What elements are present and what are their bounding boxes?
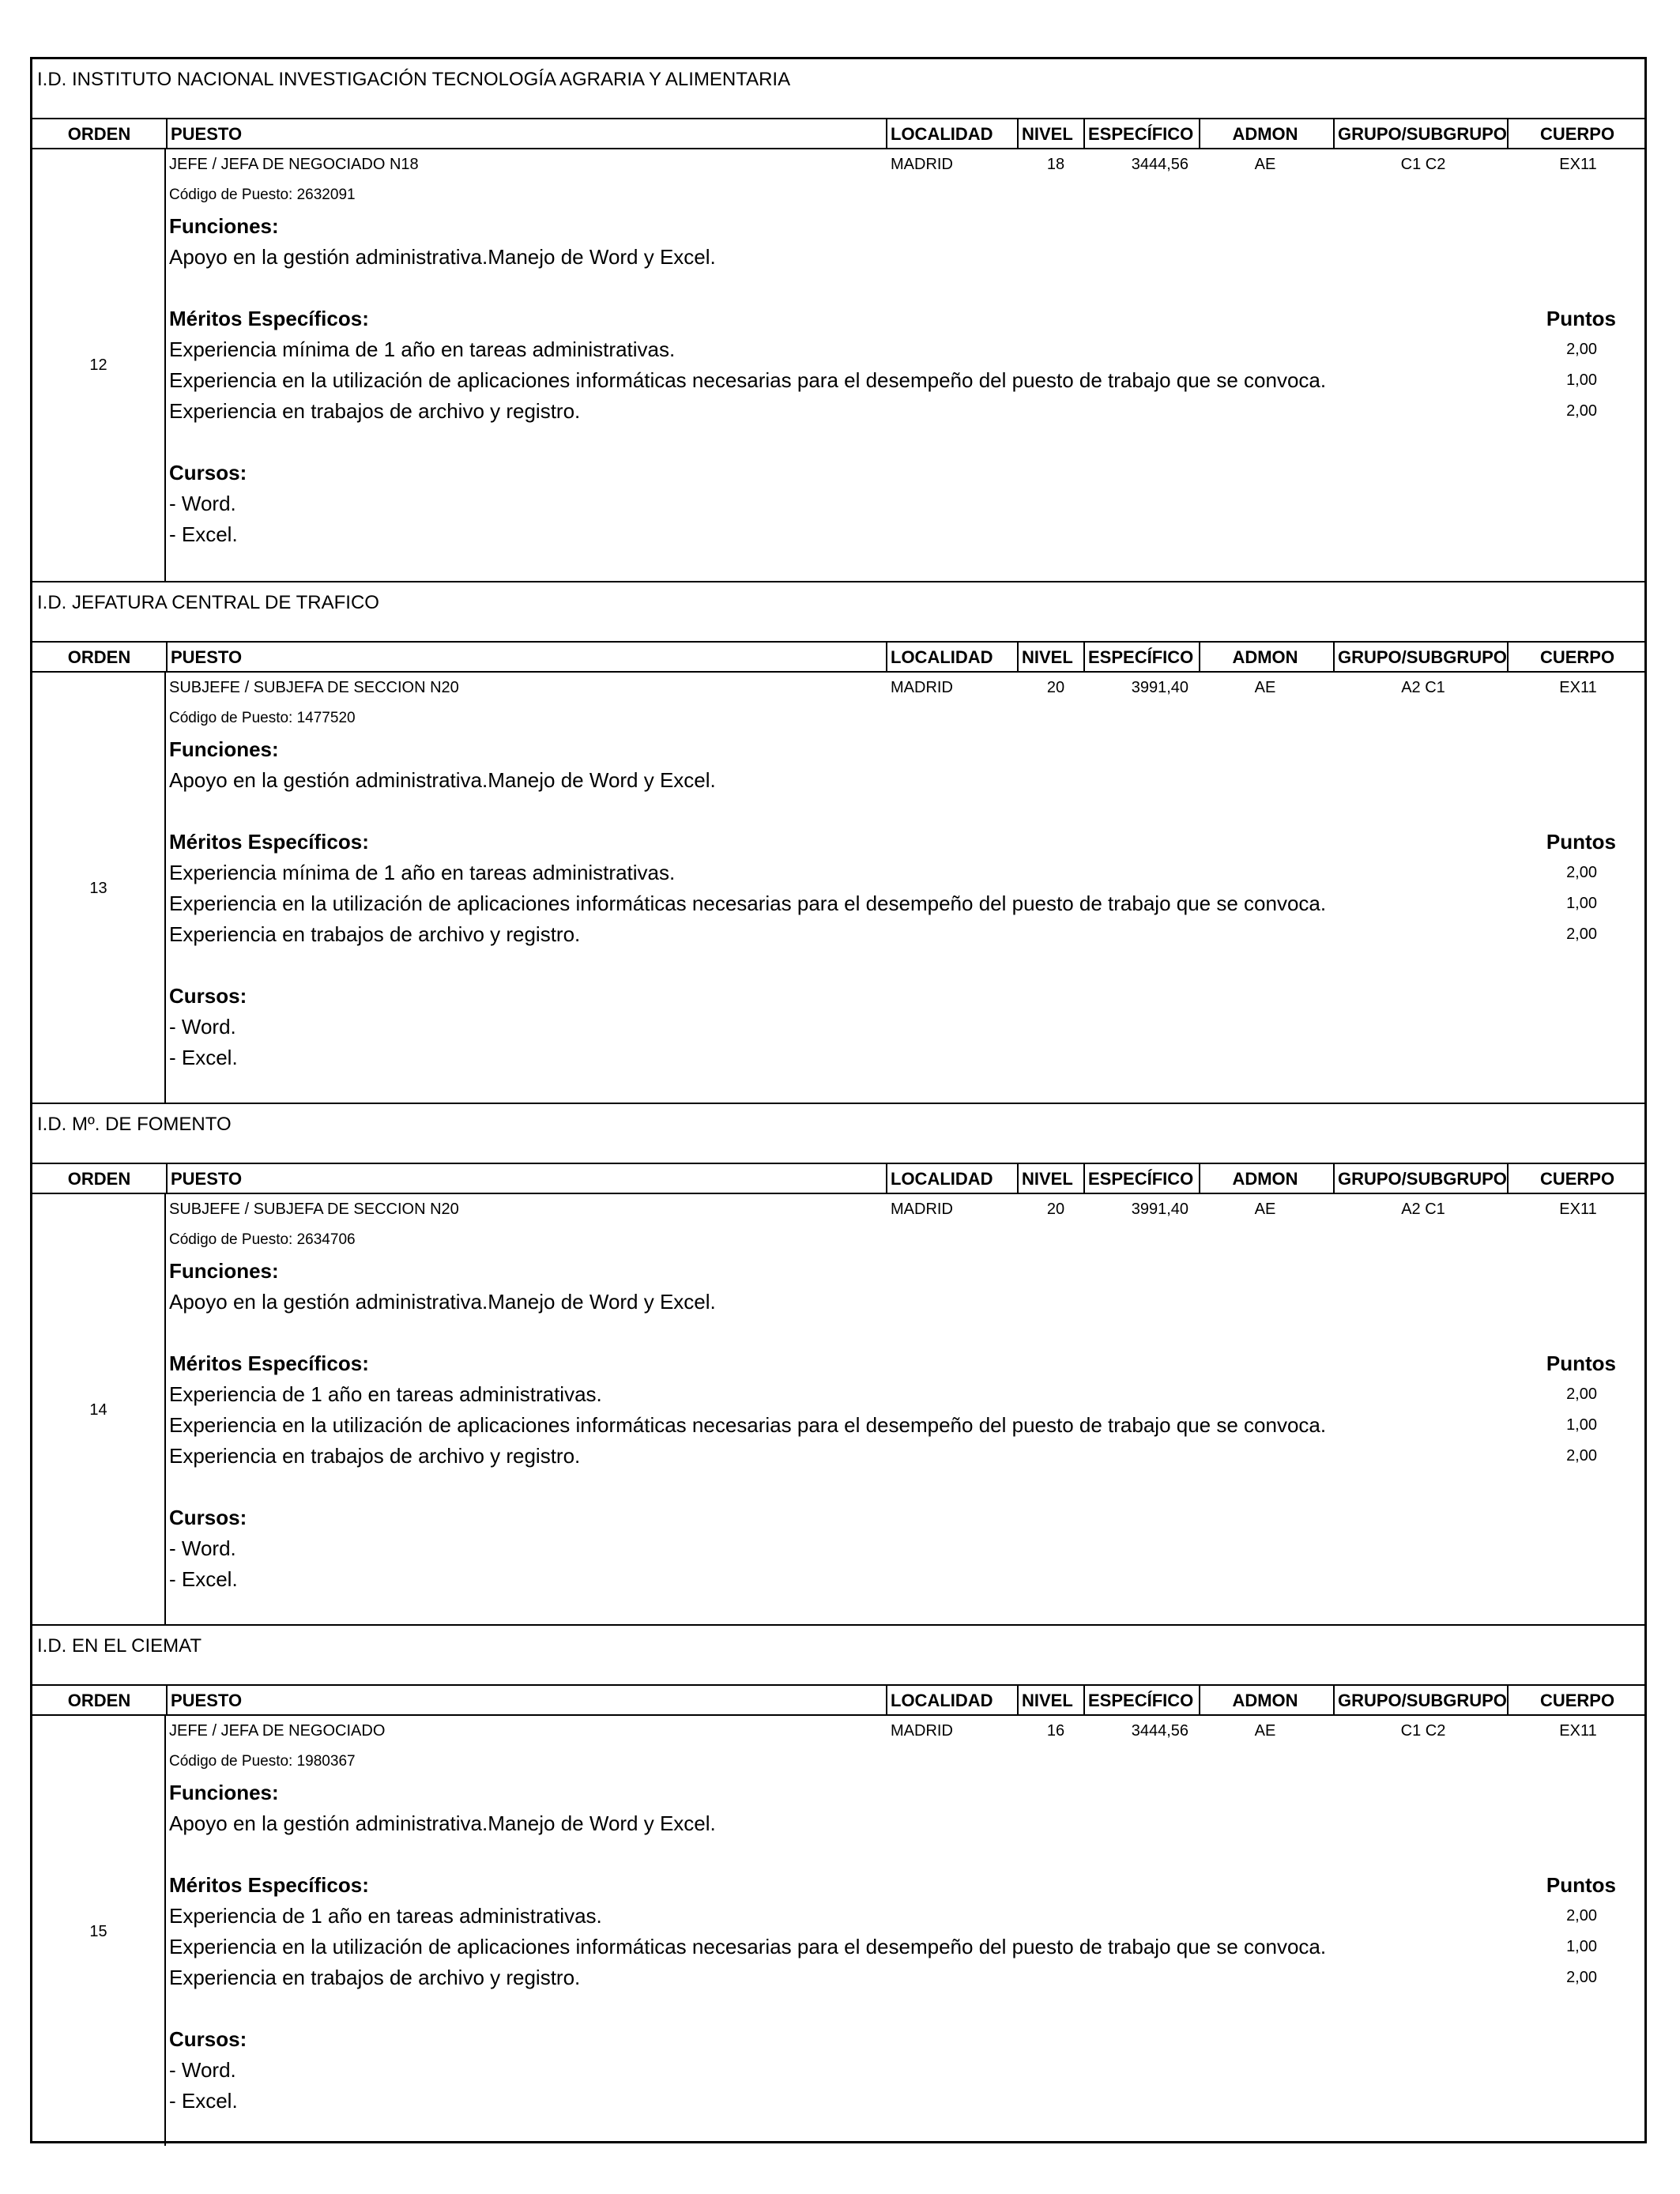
especifico-value: 3991,40 [1131, 1201, 1188, 1218]
curso-item: - Excel. [169, 522, 238, 546]
orden-number: 15 [89, 1923, 107, 1940]
cursos-heading: Cursos: [169, 1506, 247, 1529]
organization-title: I.D. INSTITUTO NACIONAL INVESTIGACIÓN TECNOLOGÍA AGRARIA Y ALIMENTARIA [32, 59, 1644, 119]
admon-value: AE [1254, 156, 1276, 173]
merito-puntos: 1,00 [1566, 1416, 1597, 1434]
column-divider [1017, 643, 1019, 671]
curso-item: - Word. [169, 492, 236, 515]
column-divider [1199, 119, 1200, 148]
column-divider [886, 119, 887, 148]
column-divider [1507, 1686, 1509, 1714]
column-header-row [32, 1164, 1644, 1194]
header-grupo: GRUPO/SUBGRUPO [1338, 1691, 1507, 1710]
puntos-heading: Puntos [1546, 830, 1616, 854]
codigo-puesto: Código de Puesto: 2634706 [169, 1231, 356, 1248]
column-divider [1333, 1164, 1335, 1193]
column-divider [1083, 1686, 1085, 1714]
section-block [32, 1624, 1644, 2146]
column-divider [1017, 1686, 1019, 1714]
puesto-details [169, 1716, 1644, 2146]
nivel-value: 20 [1046, 1201, 1065, 1218]
position-row [32, 1716, 1644, 2146]
admon-value: AE [1254, 1722, 1276, 1740]
cuerpo-value: EX11 [1559, 1722, 1597, 1740]
orden-cell [32, 1716, 166, 2146]
codigo-puesto: Código de Puesto: 1980367 [169, 1753, 356, 1770]
column-divider [166, 119, 168, 148]
column-divider [166, 1686, 168, 1714]
funciones-text: Apoyo en la gestión administrativa.Manejo de Word y Excel. [169, 768, 716, 792]
curso-item: - Excel. [169, 1046, 238, 1069]
header-grupo: GRUPO/SUBGRUPO [1338, 647, 1507, 667]
funciones-text: Apoyo en la gestión administrativa.Manejo de Word y Excel. [169, 1811, 716, 1835]
organization-title: I.D. JEFATURA CENTRAL DE TRAFICO [32, 582, 1644, 643]
puesto-name: SUBJEFE / SUBJEFA DE SECCION N20 [169, 679, 459, 696]
column-divider [1083, 643, 1085, 671]
column-divider [886, 1164, 887, 1193]
column-divider [1333, 119, 1335, 148]
meritos-heading: Méritos Específicos: [169, 1873, 369, 1897]
header-localidad: LOCALIDAD [891, 647, 993, 667]
puntos-heading: Puntos [1546, 1873, 1616, 1897]
meritos-heading: Méritos Específicos: [169, 307, 369, 330]
codigo-puesto: Código de Puesto: 1477520 [169, 710, 356, 726]
position-row [32, 1194, 1644, 1624]
column-header-row [32, 119, 1644, 149]
organization-title: I.D. Mº. DE FOMENTO [32, 1104, 1644, 1164]
header-admon: ADMON [1232, 124, 1298, 144]
grupo-value: A2 C1 [1401, 679, 1445, 696]
column-divider [1333, 643, 1335, 671]
puesto-name: JEFE / JEFA DE NEGOCIADO N18 [169, 156, 419, 173]
header-puesto: PUESTO [171, 647, 243, 667]
document-table [30, 57, 1647, 2143]
funciones-heading: Funciones: [169, 1781, 279, 1804]
especifico-value: 3444,56 [1131, 156, 1188, 173]
meritos-heading: Méritos Específicos: [169, 830, 369, 854]
orden-number: 12 [89, 356, 107, 374]
funciones-text: Apoyo en la gestión administrativa.Manejo de Word y Excel. [169, 245, 716, 269]
header-grupo: GRUPO/SUBGRUPO [1338, 1169, 1507, 1189]
grupo-value: C1 C2 [1400, 156, 1446, 173]
merito-text: Experiencia de 1 año en tareas administrativas. [169, 1382, 602, 1406]
merito-puntos: 1,00 [1566, 895, 1597, 912]
funciones-heading: Funciones: [169, 737, 279, 761]
curso-item: - Excel. [169, 2089, 238, 2113]
header-nivel: NIVEL [1022, 647, 1073, 667]
header-localidad: LOCALIDAD [891, 124, 993, 144]
puesto-details [169, 149, 1644, 581]
header-nivel: NIVEL [1022, 1691, 1073, 1710]
puesto-details [169, 1194, 1644, 1624]
column-divider [1199, 1686, 1200, 1714]
header-puesto: PUESTO [171, 1169, 243, 1189]
merito-text: Experiencia en la utilización de aplicaciones informáticas necesarias para el desempeño del puesto de trabajo que se convoca. [169, 892, 1327, 915]
meritos-heading: Méritos Específicos: [169, 1351, 369, 1375]
especifico-value: 3991,40 [1131, 679, 1188, 696]
header-grupo: GRUPO/SUBGRUPO [1338, 124, 1507, 144]
localidad-value: MADRID [891, 679, 953, 696]
merito-puntos: 1,00 [1566, 1938, 1597, 1955]
header-especifico: ESPECÍFICO [1088, 1169, 1194, 1189]
orden-cell [32, 673, 166, 1103]
header-orden: ORDEN [67, 124, 131, 144]
merito-text: Experiencia mínima de 1 año en tareas administrativas. [169, 337, 676, 361]
column-divider [166, 643, 168, 671]
header-especifico: ESPECÍFICO [1088, 1691, 1194, 1710]
nivel-value: 18 [1046, 156, 1065, 173]
section-block [32, 1103, 1644, 1624]
header-especifico: ESPECÍFICO [1088, 124, 1194, 144]
puesto-name: SUBJEFE / SUBJEFA DE SECCION N20 [169, 1201, 459, 1218]
section-block [32, 581, 1644, 1103]
merito-puntos: 2,00 [1566, 341, 1597, 358]
funciones-heading: Funciones: [169, 214, 279, 238]
position-row [32, 673, 1644, 1103]
position-row [32, 149, 1644, 581]
column-header-row [32, 643, 1644, 673]
admon-value: AE [1254, 1201, 1276, 1218]
column-divider [1333, 1686, 1335, 1714]
merito-puntos: 2,00 [1566, 1969, 1597, 1986]
cuerpo-value: EX11 [1559, 1201, 1597, 1218]
nivel-value: 20 [1046, 679, 1065, 696]
merito-text: Experiencia en trabajos de archivo y registro. [169, 1444, 581, 1468]
localidad-value: MADRID [891, 156, 953, 173]
header-nivel: NIVEL [1022, 124, 1073, 144]
puntos-heading: Puntos [1546, 307, 1616, 330]
header-orden: ORDEN [67, 1691, 131, 1710]
column-divider [1507, 119, 1509, 148]
column-divider [1507, 1164, 1509, 1193]
curso-item: - Word. [169, 1536, 236, 1560]
orden-cell [32, 1194, 166, 1624]
curso-item: - Word. [169, 1015, 236, 1039]
curso-item: - Word. [169, 2058, 236, 2082]
orden-number: 13 [89, 880, 107, 897]
merito-text: Experiencia en la utilización de aplicaciones informáticas necesarias para el desempeño del puesto de trabajo que se convoca. [169, 1935, 1327, 1958]
column-divider [886, 1686, 887, 1714]
merito-puntos: 2,00 [1566, 1907, 1597, 1924]
funciones-heading: Funciones: [169, 1259, 279, 1283]
merito-puntos: 2,00 [1566, 1385, 1597, 1403]
header-cuerpo: CUERPO [1539, 124, 1615, 144]
grupo-value: A2 C1 [1401, 1201, 1445, 1218]
header-puesto: PUESTO [171, 124, 243, 144]
admon-value: AE [1254, 679, 1276, 696]
orden-cell [32, 149, 166, 581]
puntos-heading: Puntos [1546, 1351, 1616, 1375]
column-divider [1017, 1164, 1019, 1193]
header-cuerpo: CUERPO [1539, 647, 1615, 667]
merito-puntos: 1,00 [1566, 371, 1597, 389]
cursos-heading: Cursos: [169, 984, 247, 1008]
column-divider [1083, 1164, 1085, 1193]
column-divider [1199, 643, 1200, 671]
section-block [32, 59, 1644, 581]
merito-text: Experiencia en trabajos de archivo y registro. [169, 922, 581, 946]
merito-puntos: 2,00 [1566, 864, 1597, 881]
organization-title: I.D. EN EL CIEMAT [32, 1626, 1644, 1686]
column-divider [1199, 1164, 1200, 1193]
merito-puntos: 2,00 [1566, 925, 1597, 943]
column-divider [1083, 119, 1085, 148]
nivel-value: 16 [1046, 1722, 1065, 1740]
column-header-row [32, 1686, 1644, 1716]
codigo-puesto: Código de Puesto: 2632091 [169, 187, 356, 203]
merito-text: Experiencia en la utilización de aplicaciones informáticas necesarias para el desempeño del puesto de trabajo que se convoca. [169, 1413, 1327, 1437]
merito-puntos: 2,00 [1566, 1447, 1597, 1465]
especifico-value: 3444,56 [1131, 1722, 1188, 1740]
column-divider [1017, 119, 1019, 148]
localidad-value: MADRID [891, 1722, 953, 1740]
header-puesto: PUESTO [171, 1691, 243, 1710]
header-orden: ORDEN [67, 647, 131, 667]
header-especifico: ESPECÍFICO [1088, 647, 1194, 667]
header-admon: ADMON [1232, 1169, 1298, 1189]
header-admon: ADMON [1232, 1691, 1298, 1710]
column-divider [166, 1164, 168, 1193]
merito-text: Experiencia de 1 año en tareas administrativas. [169, 1904, 602, 1928]
merito-puntos: 2,00 [1566, 402, 1597, 420]
header-admon: ADMON [1232, 647, 1298, 667]
cuerpo-value: EX11 [1559, 156, 1597, 173]
header-orden: ORDEN [67, 1169, 131, 1189]
header-localidad: LOCALIDAD [891, 1691, 993, 1710]
header-cuerpo: CUERPO [1539, 1169, 1615, 1189]
merito-text: Experiencia en trabajos de archivo y registro. [169, 399, 581, 423]
header-nivel: NIVEL [1022, 1169, 1073, 1189]
curso-item: - Excel. [169, 1567, 238, 1591]
merito-text: Experiencia en trabajos de archivo y registro. [169, 1966, 581, 1989]
cursos-heading: Cursos: [169, 461, 247, 484]
column-divider [886, 643, 887, 671]
cuerpo-value: EX11 [1559, 679, 1597, 696]
grupo-value: C1 C2 [1400, 1722, 1446, 1740]
header-localidad: LOCALIDAD [891, 1169, 993, 1189]
merito-text: Experiencia mínima de 1 año en tareas administrativas. [169, 861, 676, 884]
puesto-name: JEFE / JEFA DE NEGOCIADO [169, 1722, 386, 1740]
funciones-text: Apoyo en la gestión administrativa.Manejo de Word y Excel. [169, 1290, 716, 1314]
merito-text: Experiencia en la utilización de aplicaciones informáticas necesarias para el desempeño del puesto de trabajo que se convoca. [169, 368, 1327, 392]
header-cuerpo: CUERPO [1539, 1691, 1615, 1710]
localidad-value: MADRID [891, 1201, 953, 1218]
orden-number: 14 [89, 1401, 107, 1419]
column-divider [1507, 643, 1509, 671]
cursos-heading: Cursos: [169, 2027, 247, 2051]
puesto-details [169, 673, 1644, 1103]
